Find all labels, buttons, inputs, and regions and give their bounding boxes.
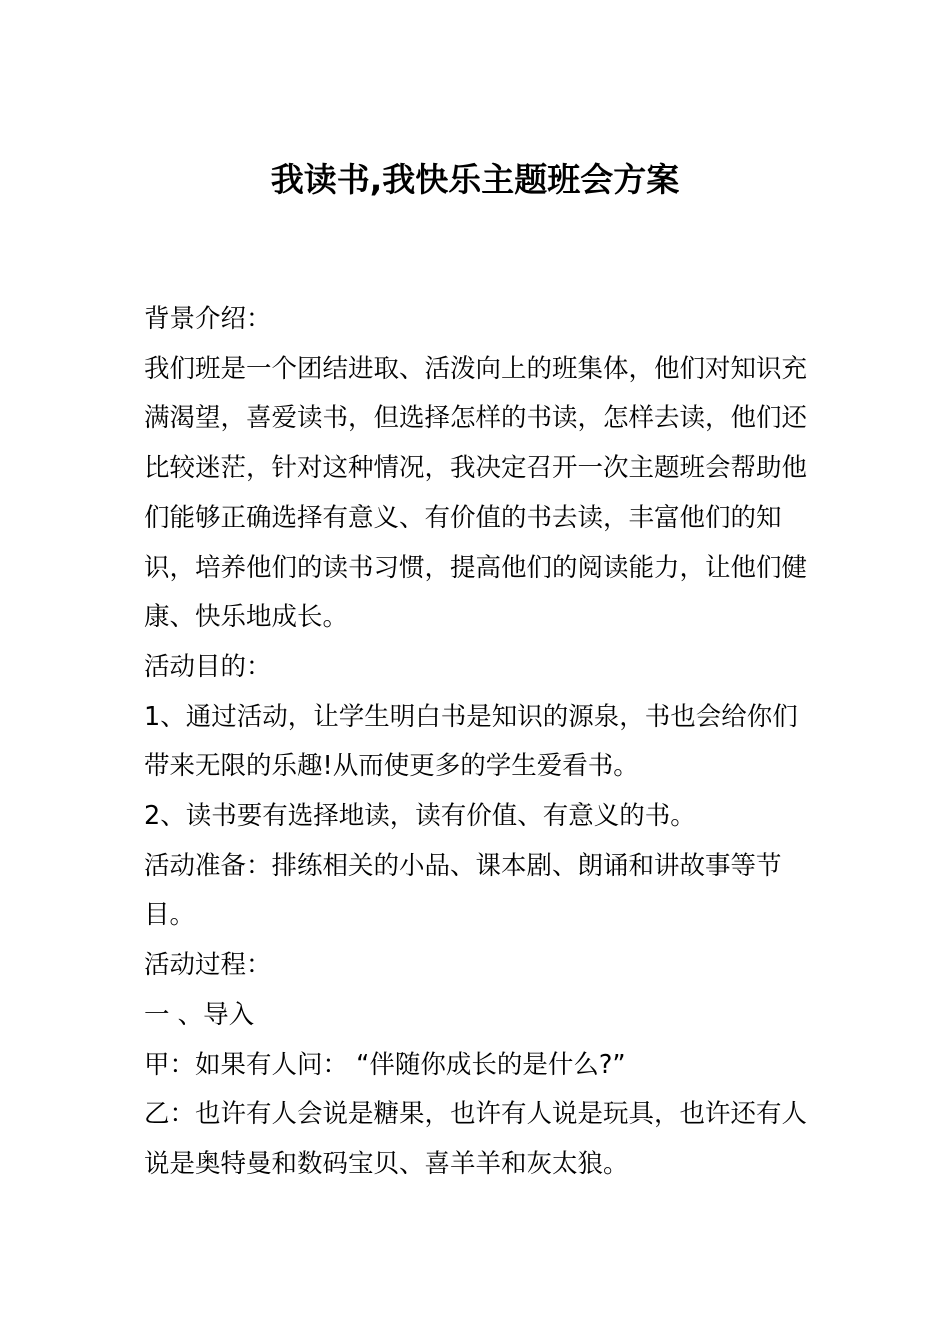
purpose-item-1: 1、通过活动，让学生明白书是知识的源泉，书也会给你们带来无限的乐趣!从而使更多的学生爱看书。 (144, 701, 798, 782)
heading-background: 背景介绍： (144, 304, 272, 334)
dialogue-line-jia: 甲：如果有人问： “伴随你成长的是什么?” (144, 1049, 626, 1080)
document-title: 我读书,我快乐主题班会方案 (270, 160, 680, 199)
heading-purpose: 活动目的： (144, 651, 272, 682)
paragraph-preparation: 活动准备：排练相关的小品、课本剧、朗诵和讲故事等节目。 (144, 850, 782, 931)
paragraph-background: 我们班是一个团结进取、活泼向上的班集体，他们对知识充满渴望，喜爱读书，但选择怎样的书读，怎样去读，他们还比较迷茫，针对这种情况，我决定召开一次主题班会帮助他们能够正确选择有意义、有价值的书去读，丰富他们的知识，培养他们的读书习惯，提高他们的阅读能力，让他们健康、快乐地成长。 (144, 353, 808, 633)
section-introduction: 一 、导入 (144, 999, 255, 1030)
document-body (144, 295, 810, 1190)
dialogue-line-yi: 乙：也许有人会说是糖果，也许有人说是玩具，也许还有人说是奥特曼和数码宝贝、喜羊羊和灰太狼。 (144, 1099, 808, 1179)
purpose-item-2: 2、读书要有选择地读，读有价值、有意义的书。 (144, 801, 696, 832)
heading-process: 活动过程： (144, 950, 272, 981)
